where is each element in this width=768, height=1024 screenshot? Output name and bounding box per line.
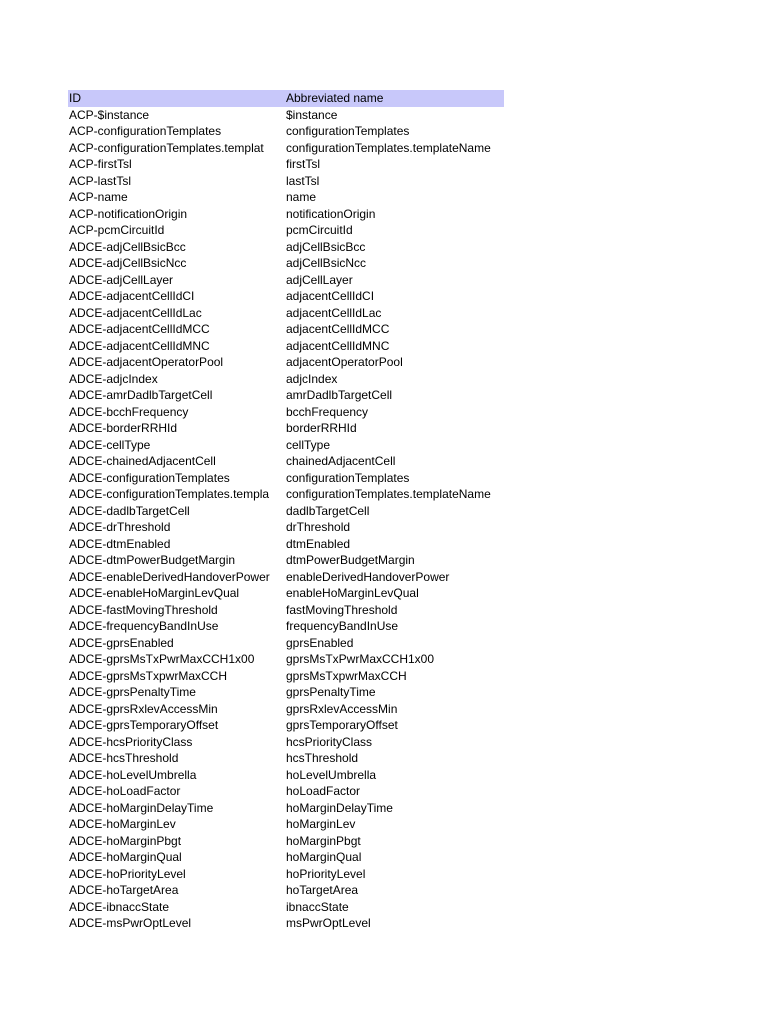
- cell-abbreviated-name: hoMarginPbgt: [286, 833, 361, 848]
- cell-id: ADCE-gprsMsTxPwrMaxCCH1x00: [69, 652, 255, 666]
- cell-id: ACP-$instance: [69, 107, 150, 122]
- cell-id: ADCE-adjacentCellIdMCC: [69, 322, 210, 336]
- cell-abbreviated-name: name: [286, 190, 317, 204]
- table-row: [68, 569, 504, 586]
- cell-id: ADCE-chainedAdjacentCell: [69, 454, 216, 468]
- cell-id: ADCE-fastMovingThreshold: [69, 602, 218, 617]
- table-row: [68, 140, 504, 157]
- cell-abbreviated-name: gprsEnabled: [286, 635, 354, 650]
- cell-abbreviated-name: gprsRxlevAccessMin: [286, 701, 398, 716]
- cell-id: ADCE-drThreshold: [69, 520, 171, 534]
- table-row: [68, 899, 504, 916]
- cell-id: ADCE-hoMarginQual: [69, 850, 182, 864]
- cell-abbreviated-name: hoMarginLev: [286, 817, 356, 831]
- cell-id: ADCE-adjCellBsicNcc: [69, 256, 187, 270]
- cell-id: ADCE-dtmPowerBudgetMargin: [69, 553, 236, 567]
- cell-abbreviated-name: pcmCircuitId: [286, 223, 353, 237]
- table-row: [68, 239, 504, 256]
- cell-abbreviated-name: bcchFrequency: [286, 404, 369, 419]
- table-row: [68, 602, 504, 619]
- table-row: [68, 272, 504, 289]
- cell-id: ADCE-adjacentCellIdLac: [69, 305, 202, 320]
- cell-id: ADCE-hoMarginLev: [69, 817, 176, 831]
- table-row: [68, 585, 504, 602]
- table-row: [68, 618, 504, 635]
- cell-id: ADCE-hoPriorityLevel: [69, 866, 186, 881]
- table-row: [68, 222, 504, 239]
- cell-id: ADCE-dadlbTargetCell: [69, 503, 190, 518]
- table-row: [68, 519, 504, 536]
- cell-id: ADCE-enableDerivedHandoverPower: [69, 569, 270, 584]
- cell-abbreviated-name: hcsThreshold: [286, 751, 359, 765]
- cell-abbreviated-name: adjCellBsicNcc: [286, 256, 367, 270]
- cell-abbreviated-name: configurationTemplates: [286, 124, 410, 138]
- cell-id: ADCE-hoLoadFactor: [69, 784, 181, 798]
- table-row: [68, 354, 504, 371]
- table-row: [68, 206, 504, 223]
- table-row: [68, 189, 504, 206]
- header-id: ID: [69, 91, 81, 105]
- table-row: [68, 321, 504, 338]
- cell-id: ADCE-gprsPenaltyTime: [69, 685, 196, 699]
- cell-abbreviated-name: amrDadlbTargetCell: [286, 388, 393, 402]
- header-abbreviated-name: Abbreviated name: [286, 91, 384, 105]
- cell-id: ADCE-adjacentOperatorPool: [69, 355, 224, 369]
- table-row: [68, 767, 504, 784]
- cell-abbreviated-name: hoLoadFactor: [286, 784, 361, 798]
- cell-id: ADCE-gprsEnabled: [69, 635, 174, 650]
- table-row: [68, 437, 504, 454]
- cell-abbreviated-name: fastMovingThreshold: [286, 602, 398, 617]
- cell-abbreviated-name: adjacentCellIdLac: [286, 305, 382, 320]
- cell-abbreviated-name: lastTsl: [286, 173, 320, 188]
- cell-abbreviated-name: cellType: [286, 437, 331, 452]
- table-row: [68, 387, 504, 404]
- cell-abbreviated-name: configurationTemplates.templateName: [286, 140, 491, 155]
- cell-abbreviated-name: gprsPenaltyTime: [286, 685, 376, 699]
- cell-id: ACP-firstTsl: [69, 157, 132, 171]
- cell-id: ADCE-enableHoMarginLevQual: [69, 586, 240, 600]
- cell-id: ACP-name: [69, 190, 128, 204]
- cell-id: ADCE-hcsPriorityClass: [69, 734, 193, 749]
- cell-id: ACP-configurationTemplates: [69, 124, 222, 138]
- table-body: [68, 107, 504, 932]
- table-row: [68, 371, 504, 388]
- cell-id: ADCE-adjCellLayer: [69, 272, 174, 287]
- table-row: [68, 420, 504, 437]
- table-row: [68, 255, 504, 272]
- table-row: [68, 866, 504, 883]
- table-row: [68, 800, 504, 817]
- cell-abbreviated-name: msPwrOptLevel: [286, 916, 371, 930]
- cell-id: ADCE-borderRRHId: [69, 421, 178, 435]
- cell-id: ADCE-dtmEnabled: [69, 536, 171, 551]
- table-row: [68, 635, 504, 652]
- cell-id: ACP-notificationOrigin: [69, 206, 188, 221]
- table-row: [68, 668, 504, 685]
- cell-abbreviated-name: hcsPriorityClass: [286, 734, 373, 749]
- cell-id: ADCE-gprsMsTxpwrMaxCCH: [69, 668, 228, 683]
- cell-abbreviated-name: enableDerivedHandoverPower: [286, 569, 450, 584]
- cell-abbreviated-name: configurationTemplates: [286, 470, 410, 485]
- table-row: [68, 173, 504, 190]
- table-row: [68, 123, 504, 140]
- cell-abbreviated-name: adjacentCellIdCI: [286, 289, 375, 303]
- table-row: [68, 288, 504, 305]
- table-row: [68, 849, 504, 866]
- cell-id: ADCE-ibnaccState: [69, 899, 170, 914]
- cell-id: ACP-lastTsl: [69, 173, 132, 188]
- cell-id: ADCE-configurationTemplates: [69, 470, 230, 485]
- cell-abbreviated-name: enableHoMarginLevQual: [286, 586, 419, 600]
- table-row: [68, 552, 504, 569]
- cell-abbreviated-name: adjCellBsicBcc: [286, 239, 366, 254]
- cell-abbreviated-name: dtmEnabled: [286, 536, 351, 551]
- cell-id: ADCE-hoTargetArea: [69, 883, 179, 897]
- table-row: [68, 338, 504, 355]
- table-row: [68, 734, 504, 751]
- cell-id: ADCE-msPwrOptLevel: [69, 916, 192, 930]
- cell-abbreviated-name: borderRRHId: [286, 421, 357, 435]
- cell-id: ADCE-hoMarginDelayTime: [69, 800, 214, 815]
- cell-abbreviated-name: adjcIndex: [286, 371, 338, 386]
- cell-id: ADCE-gprsRxlevAccessMin: [69, 701, 218, 716]
- parameter-table: [68, 90, 504, 932]
- table-row: [68, 833, 504, 850]
- cell-abbreviated-name: ibnaccState: [286, 899, 349, 914]
- cell-id: ADCE-frequencyBandInUse: [69, 619, 219, 633]
- cell-abbreviated-name: notificationOrigin: [286, 206, 376, 221]
- table-header-row: [68, 90, 504, 107]
- cell-id: ADCE-hoMarginPbgt: [69, 833, 182, 848]
- cell-id: ADCE-adjacentCellIdMNC: [69, 338, 210, 353]
- table-row: [68, 536, 504, 553]
- table-row: [68, 453, 504, 470]
- cell-abbreviated-name: adjacentCellIdMNC: [286, 338, 390, 353]
- cell-id: ACP-configurationTemplates.templat: [69, 140, 264, 155]
- cell-abbreviated-name: hoLevelUmbrella: [286, 767, 377, 782]
- table-row: [68, 486, 504, 503]
- table-row: [68, 503, 504, 520]
- cell-abbreviated-name: hoTargetArea: [286, 883, 359, 897]
- cell-abbreviated-name: adjacentOperatorPool: [286, 355, 403, 369]
- cell-id: ACP-pcmCircuitId: [69, 223, 165, 237]
- cell-abbreviated-name: firstTsl: [286, 157, 320, 171]
- cell-id: ADCE-adjCellBsicBcc: [69, 239, 186, 254]
- cell-abbreviated-name: gprsTemporaryOffset: [286, 718, 398, 732]
- table-row: [68, 684, 504, 701]
- table-row: [68, 651, 504, 668]
- cell-id: ADCE-configurationTemplates.templa: [69, 487, 270, 501]
- cell-id: ADCE-hoLevelUmbrella: [69, 767, 197, 782]
- cell-abbreviated-name: hoPriorityLevel: [286, 866, 366, 881]
- cell-id: ADCE-gprsTemporaryOffset: [69, 718, 219, 732]
- cell-abbreviated-name: adjCellLayer: [286, 272, 353, 287]
- table-row: [68, 701, 504, 718]
- cell-abbreviated-name: configurationTemplates.templateName: [286, 487, 491, 501]
- cell-abbreviated-name: gprsMsTxPwrMaxCCH1x00: [286, 652, 435, 666]
- cell-abbreviated-name: drThreshold: [286, 520, 351, 534]
- table-row: [68, 882, 504, 899]
- cell-id: ADCE-adjacentCellIdCI: [69, 289, 195, 303]
- cell-abbreviated-name: dtmPowerBudgetMargin: [286, 553, 415, 567]
- table-row: [68, 156, 504, 173]
- cell-id: ADCE-cellType: [69, 437, 151, 452]
- table-row: [68, 816, 504, 833]
- cell-abbreviated-name: hoMarginDelayTime: [286, 800, 393, 815]
- table-row: [68, 717, 504, 734]
- cell-id: ADCE-bcchFrequency: [69, 404, 189, 419]
- table-row: [68, 750, 504, 767]
- table-row: [68, 915, 504, 932]
- cell-id: ADCE-amrDadlbTargetCell: [69, 388, 213, 402]
- cell-abbreviated-name: frequencyBandInUse: [286, 619, 399, 633]
- table-row: [68, 470, 504, 487]
- cell-abbreviated-name: hoMarginQual: [286, 850, 362, 864]
- cell-abbreviated-name: gprsMsTxpwrMaxCCH: [286, 668, 407, 683]
- cell-abbreviated-name: chainedAdjacentCell: [286, 454, 396, 468]
- cell-abbreviated-name: $instance: [286, 107, 338, 122]
- table-row: [68, 783, 504, 800]
- table-row: [68, 107, 504, 124]
- table-row: [68, 305, 504, 322]
- table-row: [68, 404, 504, 421]
- cell-abbreviated-name: dadlbTargetCell: [286, 503, 370, 518]
- cell-id: ADCE-adjcIndex: [69, 371, 158, 386]
- cell-id: ADCE-hcsThreshold: [69, 751, 179, 765]
- cell-abbreviated-name: adjacentCellIdMCC: [286, 322, 390, 336]
